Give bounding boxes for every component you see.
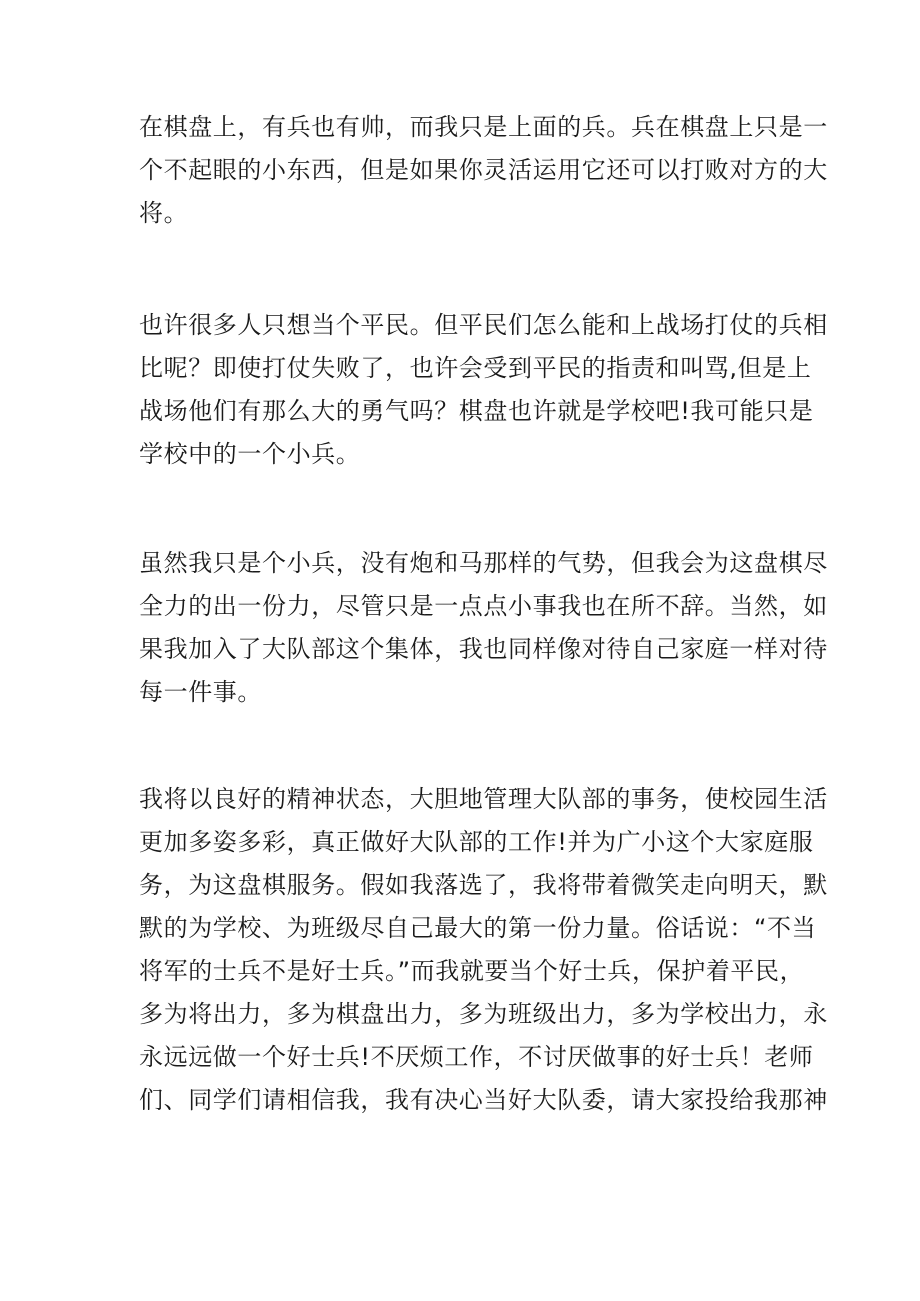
- paragraph-2: [139, 304, 828, 476]
- paragraph-1: [139, 106, 828, 235]
- paragraph-4: [139, 778, 828, 1122]
- text-line: 我将以良好的精神状态，大胆地管理大队部的事务，使校园生活: [139, 785, 828, 813]
- text-line: 果我加入了大队部这个集体，我也同样像对待自己家庭一样对待: [139, 635, 828, 663]
- paragraph-3: [139, 542, 828, 714]
- text-line: 也许很多人只想当个平民。但平民们怎么能和上战场打仗的兵相: [139, 311, 828, 339]
- text-line: 全力的出一份力，尽管只是一点点小事我也在所不辞。当然，如: [139, 592, 828, 620]
- text-line: 战场他们有那么大的勇气吗？棋盘也许就是学校吧!我可能只是: [139, 397, 814, 425]
- text-line: 每一件事。: [139, 678, 262, 706]
- text-line: 多为将出力，多为棋盘出力，多为班级出力，多为学校出力，永: [139, 1000, 828, 1028]
- text-line: 务，为这盘棋服务。假如我落选了，我将带着微笑走向明天，默: [139, 871, 828, 899]
- text-line: 更加多姿多彩，真正做好大队部的工作!并为广小这个大家庭服: [139, 828, 814, 856]
- text-line: 们、同学们请相信我，我有决心当好大队委，请大家投给我那神: [139, 1086, 828, 1114]
- text-line: 默的为学校、为班级尽自己最大的第一份力量。俗话说：“不当: [139, 914, 817, 942]
- text-line: 虽然我只是个小兵，没有炮和马那样的气势，但我会为这盘棋尽: [139, 549, 828, 577]
- text-line: 学校中的一个小兵。: [139, 440, 361, 468]
- text-line: 将。: [139, 199, 189, 227]
- text-line: 在棋盘上，有兵也有帅，而我只是上面的兵。兵在棋盘上只是一: [139, 113, 828, 141]
- text-line: 个不起眼的小东西，但是如果你灵活运用它还可以打败对方的大: [139, 156, 828, 184]
- text-line: 比呢？即使打仗失败了，也许会受到平民的指责和叫骂,但是上: [139, 354, 812, 382]
- text-line: 永远远做一个好士兵!不厌烦工作，不讨厌做事的好士兵！老师: [139, 1043, 814, 1071]
- text-line: 将军的士兵不是好士兵。”而我就要当个好士兵，保护着平民，: [139, 957, 805, 985]
